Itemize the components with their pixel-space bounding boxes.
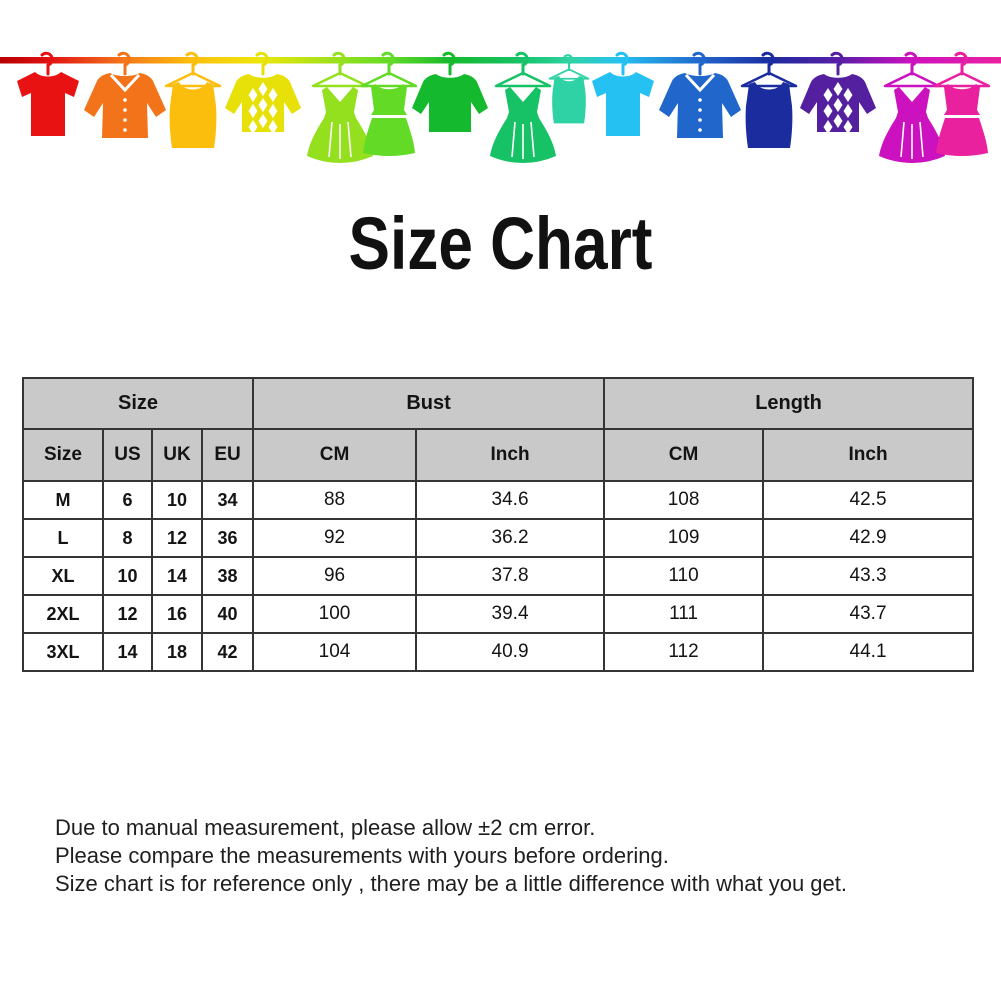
argyle-sweater-icon xyxy=(225,53,301,134)
size-cell: L xyxy=(23,519,103,557)
shirt-icon xyxy=(659,53,741,138)
tank-dress-icon xyxy=(362,53,416,156)
bust-inch-cell: 37.8 xyxy=(416,557,604,595)
tank-top-icon xyxy=(166,53,220,148)
size-cell: M xyxy=(23,481,103,519)
table-row xyxy=(23,557,973,595)
column-header-size: Size xyxy=(23,429,103,481)
note-reference-only: Size chart is for reference only , there may be a little difference with what you get. xyxy=(55,871,847,896)
size-cell: 3XL xyxy=(23,633,103,671)
column-header-us: US xyxy=(103,429,152,481)
sweater-icon xyxy=(412,53,488,132)
length-cm-cell: 111 xyxy=(604,595,763,633)
uk-cell: 14 xyxy=(152,557,202,595)
size-table xyxy=(22,377,974,672)
tshirt-icon xyxy=(592,53,654,136)
tank-top-icon xyxy=(550,55,589,123)
argyle-sweater-icon xyxy=(800,53,876,134)
column-header-bust-cm: CM xyxy=(253,429,416,481)
column-header-length-cm: CM xyxy=(604,429,763,481)
length-inch-cell: 42.9 xyxy=(763,519,973,557)
eu-cell: 38 xyxy=(202,557,253,595)
table-row xyxy=(23,595,973,633)
length-inch-cell: 44.1 xyxy=(763,633,973,671)
uk-cell: 18 xyxy=(152,633,202,671)
eu-cell: 40 xyxy=(202,595,253,633)
uk-cell: 12 xyxy=(152,519,202,557)
us-cell: 8 xyxy=(103,519,152,557)
note-compare-measurements: Please compare the measurements with yours before ordering. xyxy=(55,843,669,868)
uk-cell: 16 xyxy=(152,595,202,633)
length-inch-cell: 42.5 xyxy=(763,481,973,519)
us-cell: 10 xyxy=(103,557,152,595)
bust-inch-cell: 34.6 xyxy=(416,481,604,519)
table-row xyxy=(23,481,973,519)
length-cm-cell: 108 xyxy=(604,481,763,519)
clothesline-rope xyxy=(0,57,1001,64)
bust-cm-cell: 88 xyxy=(253,481,416,519)
table-row xyxy=(23,633,973,671)
size-cell: XL xyxy=(23,557,103,595)
page-title: Size Chart xyxy=(348,202,653,285)
dress-icon xyxy=(490,53,556,163)
note-measurement-error: Due to manual measurement, please allow ±2 cm error. xyxy=(55,815,596,840)
eu-cell: 42 xyxy=(202,633,253,671)
eu-cell: 36 xyxy=(202,519,253,557)
column-header-bust-inch: Inch xyxy=(416,429,604,481)
clothesline-banner xyxy=(0,0,1001,172)
column-header-uk: UK xyxy=(152,429,202,481)
column-group-length: Length xyxy=(604,378,973,429)
bust-inch-cell: 40.9 xyxy=(416,633,604,671)
tank-top-icon xyxy=(742,53,796,148)
column-header-length-inch: Inch xyxy=(763,429,973,481)
bust-cm-cell: 92 xyxy=(253,519,416,557)
us-cell: 12 xyxy=(103,595,152,633)
bust-cm-cell: 104 xyxy=(253,633,416,671)
column-group-size: Size xyxy=(23,378,253,429)
column-group-bust: Bust xyxy=(253,378,604,429)
length-cm-cell: 112 xyxy=(604,633,763,671)
bust-cm-cell: 100 xyxy=(253,595,416,633)
eu-cell: 34 xyxy=(202,481,253,519)
tank-dress-icon xyxy=(935,53,989,156)
tshirt-icon xyxy=(17,53,79,136)
dress-icon xyxy=(307,53,373,163)
bust-inch-cell: 36.2 xyxy=(416,519,604,557)
table-row xyxy=(23,519,973,557)
dress-icon xyxy=(879,53,945,163)
us-cell: 14 xyxy=(103,633,152,671)
length-inch-cell: 43.7 xyxy=(763,595,973,633)
bust-inch-cell: 39.4 xyxy=(416,595,604,633)
bust-cm-cell: 96 xyxy=(253,557,416,595)
notes xyxy=(55,814,847,898)
length-inch-cell: 43.3 xyxy=(763,557,973,595)
length-cm-cell: 109 xyxy=(604,519,763,557)
us-cell: 6 xyxy=(103,481,152,519)
shirt-icon xyxy=(84,53,166,138)
column-header-eu: EU xyxy=(202,429,253,481)
length-cm-cell: 110 xyxy=(604,557,763,595)
uk-cell: 10 xyxy=(152,481,202,519)
size-cell: 2XL xyxy=(23,595,103,633)
